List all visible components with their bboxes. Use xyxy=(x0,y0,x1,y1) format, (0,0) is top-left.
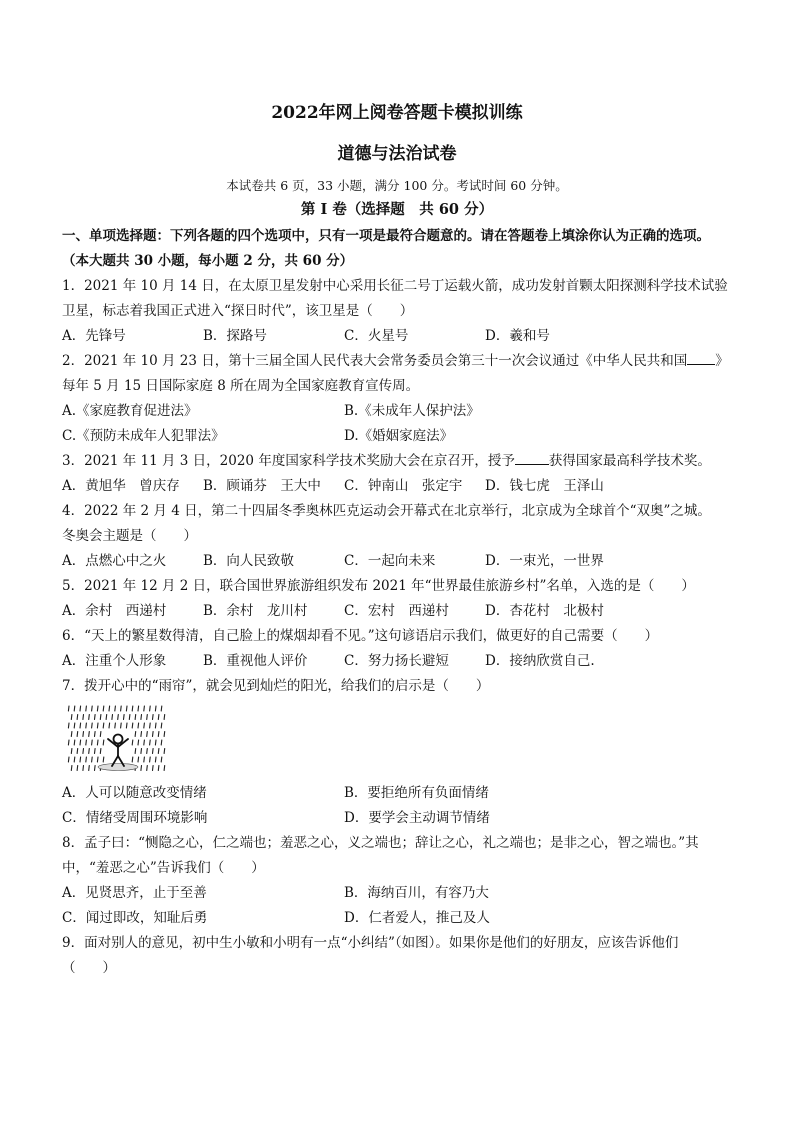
option-a[interactable]: A．点燃心中之火 xyxy=(62,553,167,569)
option-d[interactable]: D．一束光，一世界 xyxy=(485,553,604,569)
options-row xyxy=(62,549,752,574)
question-4 xyxy=(62,499,752,574)
option-d[interactable]: D．钱七虎 王泽山 xyxy=(485,478,604,494)
question-text: 冬奥会主题是（ ） xyxy=(62,528,197,544)
question-6 xyxy=(62,624,752,674)
option-a[interactable]: A．余村 西递村 xyxy=(62,603,167,619)
question-7-figure xyxy=(62,699,752,781)
question-5 xyxy=(62,574,752,624)
section-note: （本大题共 30 小题，每小题 2 分，共 60 分） xyxy=(62,253,354,269)
exam-intro: 本试卷共 6 页，33 小题，满分 100 分。考试时间 60 分钟。 xyxy=(226,178,568,193)
option-c[interactable]: C．宏村 西递村 xyxy=(344,603,449,619)
option-b[interactable]: B．顾诵芬 王大中 xyxy=(203,478,321,494)
question-text: 2．2021 年 10 月 23 日，第十三届全国人民代表大会常务委员会第三十一次会议通过《中华人民共和国 》 xyxy=(62,349,752,374)
question-text: 3．2021 年 11 月 3 日，2020 年度国家科学技术奖励大会在京召开，授予 获得国家最高科学技术奖。 xyxy=(62,449,752,474)
option-a[interactable]: A.《家庭教育促进法》 xyxy=(62,403,198,419)
option-d[interactable]: D．接纳欣赏自己. xyxy=(485,653,595,669)
answer-blank xyxy=(515,449,549,465)
question-8 xyxy=(62,831,752,931)
question-text: 每年 5 月 15 日国际家庭 8 所在周为全国家庭教育宣传周。 xyxy=(62,378,420,394)
option-b[interactable]: B．海纳百川，有容乃大 xyxy=(344,885,489,901)
option-a[interactable]: A．人可以随意改变情绪 xyxy=(62,785,207,801)
option-a[interactable]: A．先锋号 xyxy=(62,328,126,344)
rain-curtain-illustration xyxy=(66,703,166,777)
question-text: （ ） xyxy=(62,960,116,976)
option-c[interactable]: C.《预防未成年人犯罪法》 xyxy=(62,428,225,444)
options-row xyxy=(62,324,752,349)
question-7 xyxy=(62,674,752,831)
question-text: 6．“天上的繁星数得清，自己脸上的煤烟却看不见。”这句谚语启示我们，做更好的自己需要（ ） xyxy=(62,628,659,644)
option-c[interactable]: C．努力扬长避短 xyxy=(344,653,449,669)
question-text: 1．2021 年 10 月 14 日，在太原卫星发射中心采用长征二号丁运载火箭，成功发射首颗太阳探测科学技术试验 xyxy=(62,278,728,294)
options-row xyxy=(62,649,752,674)
options-row xyxy=(62,906,752,931)
option-b[interactable]: B.《未成年人保护法》 xyxy=(344,403,480,419)
option-c[interactable]: C．火星号 xyxy=(344,328,409,344)
option-a[interactable]: A．注重个人形象 xyxy=(62,653,167,669)
option-a[interactable]: A．见贤思齐，止于至善 xyxy=(62,885,207,901)
option-d[interactable]: D．要学会主动调节情绪 xyxy=(344,810,490,826)
option-b[interactable]: B．重视他人评价 xyxy=(203,653,308,669)
options-row xyxy=(62,399,752,424)
exam-content xyxy=(62,224,752,981)
options-row xyxy=(62,424,752,449)
question-text: 中，“羞恶之心”告诉我们（ ） xyxy=(62,860,265,876)
question-1 xyxy=(62,274,752,349)
option-c[interactable]: C．闻过即改，知耻后勇 xyxy=(62,910,208,926)
options-row xyxy=(62,599,752,624)
options-row xyxy=(62,474,752,499)
question-9 xyxy=(62,931,752,981)
section-heading: 一、单项选择题：下列各题的四个选项中，只有一项是最符合题意的。请在答题卷上填涂你认为正确的选项。 xyxy=(62,228,710,244)
option-d[interactable]: D．仁者爱人，推己及人 xyxy=(344,910,490,926)
option-b[interactable]: B．余村 龙川村 xyxy=(203,603,308,619)
question-2 xyxy=(62,349,752,449)
option-b[interactable]: B．要拒绝所有负面情绪 xyxy=(344,785,489,801)
exam-subject: 道德与法治试卷 xyxy=(337,144,457,164)
option-d[interactable]: D．羲和号 xyxy=(485,328,550,344)
option-c[interactable]: C．一起向未来 xyxy=(344,553,436,569)
option-a[interactable]: A．黄旭华 曾庆存 xyxy=(62,478,180,494)
question-3 xyxy=(62,449,752,499)
part-title: 第 I 卷（选择题 共 60 分） xyxy=(300,201,494,218)
option-d[interactable]: D．杏花村 北极村 xyxy=(485,603,604,619)
option-d[interactable]: D.《婚姻家庭法》 xyxy=(344,428,454,444)
option-c[interactable]: C．情绪受周围环境影响 xyxy=(62,810,208,826)
question-text: 7．拨开心中的“雨帘”，就会见到灿烂的阳光，给我们的启示是（ ） xyxy=(62,678,490,694)
answer-blank xyxy=(687,349,715,365)
exam-title: 2022年网上阅卷答题卡模拟训练 xyxy=(271,103,523,123)
question-text: 卫星，标志着我国正式进入“探日时代”，该卫星是（ ） xyxy=(62,303,414,319)
options-row xyxy=(62,806,752,831)
options-row xyxy=(62,881,752,906)
option-b[interactable]: B．向人民致敬 xyxy=(203,553,294,569)
question-text: 4．2022 年 2 月 4 日，第二十四届冬季奥林匹克运动会开幕式在北京举行，北京成为全球首个“双奥”之城。 xyxy=(62,503,711,519)
options-row xyxy=(62,781,752,806)
question-text: 8．孟子曰：“恻隐之心，仁之端也；羞恶之心，义之端也；辞让之心，礼之端也；是非之心，智之端也。”其 xyxy=(62,835,699,851)
question-text: 9．面对别人的意见，初中生小敏和小明有一点“小纠结”（如图）。如果你是他们的好朋友，应该告诉他们 xyxy=(62,935,679,951)
option-b[interactable]: B．探路号 xyxy=(203,328,267,344)
option-c[interactable]: C．钟南山 张定宇 xyxy=(344,478,463,494)
question-text: 5．2021 年 12 月 2 日，联合国世界旅游组织发布 2021 年“世界最佳旅游乡村”名单，入选的是（ ） xyxy=(62,578,695,594)
